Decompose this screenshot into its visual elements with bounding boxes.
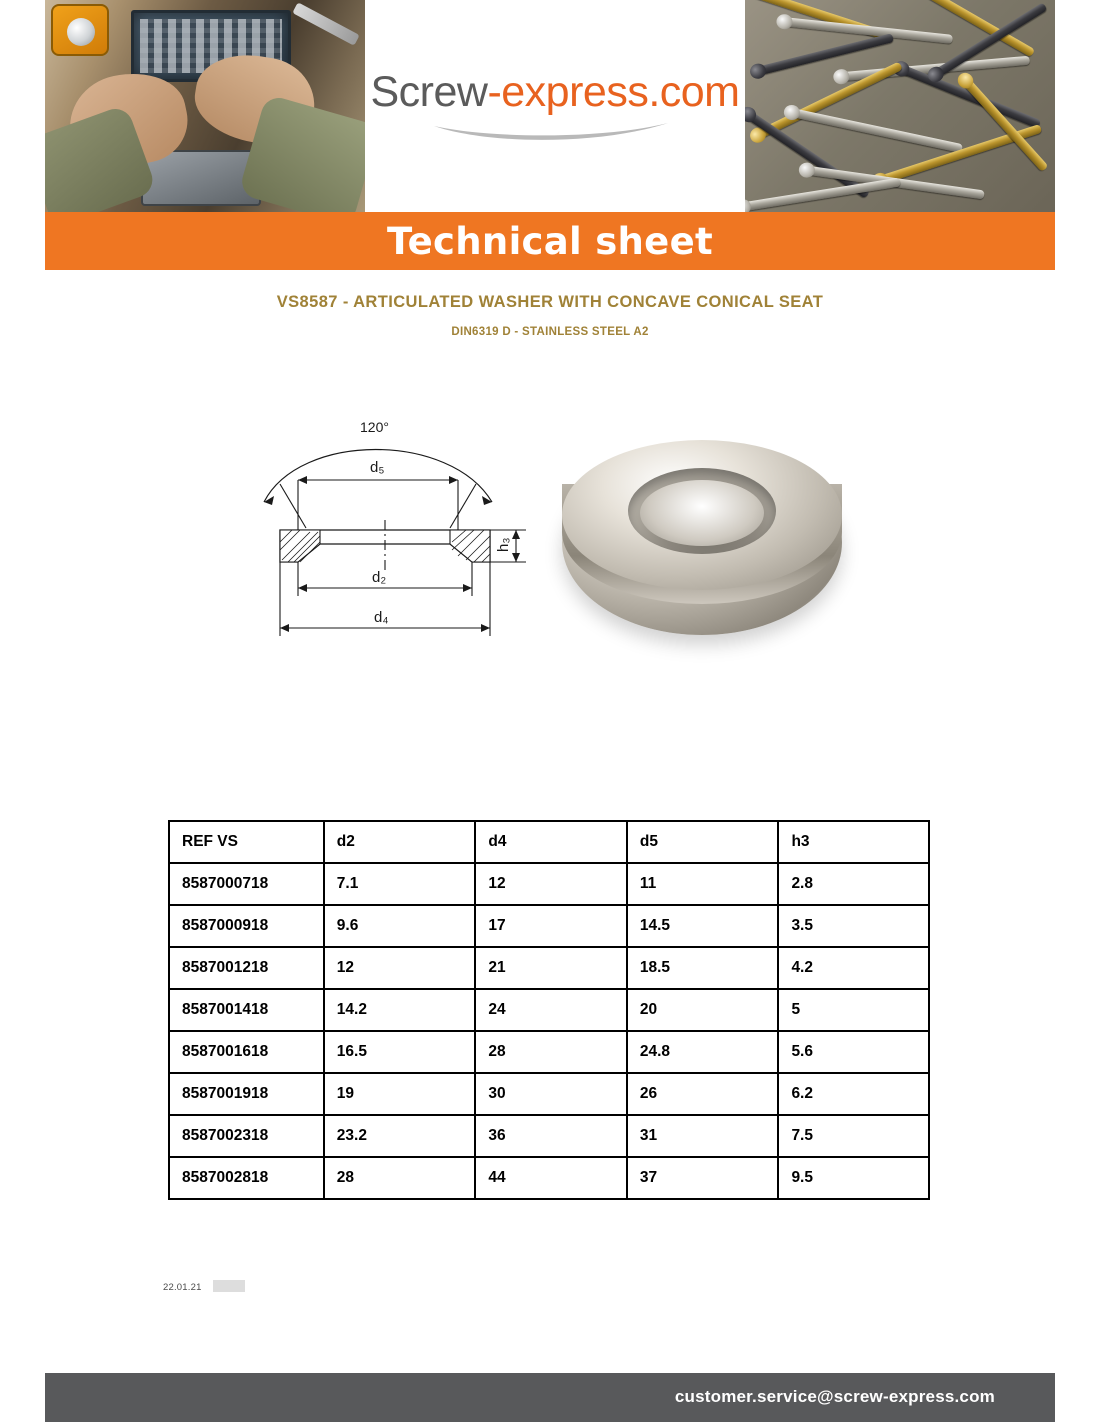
table-row bbox=[169, 1115, 929, 1157]
table-row bbox=[169, 1031, 929, 1073]
cell-d2: 23.2 bbox=[324, 1115, 476, 1157]
product-title: VS8587 - ARTICULATED WASHER WITH CONCAVE CONICAL SEAT bbox=[276, 293, 824, 311]
column-header-d2: d2 bbox=[324, 821, 476, 863]
table-row bbox=[169, 905, 929, 947]
cell-d4: 44 bbox=[475, 1157, 627, 1199]
product-photo-washer bbox=[552, 412, 852, 677]
cell-h3: 3.5 bbox=[778, 905, 929, 947]
drawing-angle-label: 120° bbox=[360, 419, 389, 435]
revision-date: 22.01.21 bbox=[163, 1282, 202, 1293]
column-header-d4: d4 bbox=[475, 821, 627, 863]
header-photo-screws bbox=[745, 0, 1055, 212]
cell-ref: 8587000918 bbox=[169, 905, 324, 947]
cell-d5: 11 bbox=[627, 863, 779, 905]
cell-d5: 24.8 bbox=[627, 1031, 779, 1073]
table-header-row bbox=[169, 821, 929, 863]
technical-sheet-banner bbox=[45, 212, 1055, 270]
logo-swoosh-icon bbox=[430, 119, 680, 145]
cell-h3: 5.6 bbox=[778, 1031, 929, 1073]
page-header bbox=[45, 0, 1055, 212]
brand-logo bbox=[365, 0, 745, 212]
column-header-d5: d5 bbox=[627, 821, 779, 863]
cell-d5: 14.5 bbox=[627, 905, 779, 947]
column-header-h3: h3 bbox=[778, 821, 929, 863]
logo-word-express: -express.com bbox=[487, 67, 740, 116]
cell-d2: 28 bbox=[324, 1157, 476, 1199]
cell-d4: 17 bbox=[475, 905, 627, 947]
cell-ref: 8587001418 bbox=[169, 989, 324, 1031]
cell-d4: 30 bbox=[475, 1073, 627, 1115]
product-subtitle: DIN6319 D - STAINLESS STEEL A2 bbox=[451, 326, 649, 338]
cell-d4: 36 bbox=[475, 1115, 627, 1157]
cell-ref: 8587002818 bbox=[169, 1157, 324, 1199]
cell-ref: 8587001918 bbox=[169, 1073, 324, 1115]
table-row bbox=[169, 1157, 929, 1199]
cell-h3: 6.2 bbox=[778, 1073, 929, 1115]
drawing-label-d2: d₂ bbox=[372, 569, 387, 586]
contact-email[interactable]: customer.service@screw-express.com bbox=[674, 1387, 995, 1406]
page-footer bbox=[45, 1373, 1055, 1422]
logo-wordmark bbox=[370, 68, 739, 117]
cell-d2: 7.1 bbox=[324, 863, 476, 905]
cell-h3: 7.5 bbox=[778, 1115, 929, 1157]
cell-d4: 12 bbox=[475, 863, 627, 905]
specification-table bbox=[168, 820, 930, 1200]
cell-d5: 20 bbox=[627, 989, 779, 1031]
table-row bbox=[169, 947, 929, 989]
technical-drawing bbox=[240, 410, 570, 680]
cell-h3: 4.2 bbox=[778, 947, 929, 989]
table-row bbox=[169, 989, 929, 1031]
drawing-label-h3: h₃ bbox=[495, 537, 512, 552]
cell-h3: 5 bbox=[778, 989, 929, 1031]
drawing-label-d4: d₄ bbox=[374, 609, 389, 626]
cell-ref: 8587002318 bbox=[169, 1115, 324, 1157]
cell-d2: 14.2 bbox=[324, 989, 476, 1031]
cell-d4: 21 bbox=[475, 947, 627, 989]
table-row bbox=[169, 863, 929, 905]
cell-d2: 19 bbox=[324, 1073, 476, 1115]
column-header-ref: REF VS bbox=[169, 821, 324, 863]
drawing-label-d5: d₅ bbox=[370, 459, 385, 476]
cell-d2: 9.6 bbox=[324, 905, 476, 947]
cell-d4: 24 bbox=[475, 989, 627, 1031]
cell-d5: 37 bbox=[627, 1157, 779, 1199]
cell-d2: 16.5 bbox=[324, 1031, 476, 1073]
cell-ref: 8587001218 bbox=[169, 947, 324, 989]
cell-d4: 28 bbox=[475, 1031, 627, 1073]
cell-ref: 8587001618 bbox=[169, 1031, 324, 1073]
footer-left-margin bbox=[0, 1373, 45, 1422]
date-smudge-mark bbox=[213, 1280, 245, 1292]
logo-word-screw: Screw bbox=[370, 67, 488, 116]
cell-h3: 9.5 bbox=[778, 1157, 929, 1199]
cell-ref: 8587000718 bbox=[169, 863, 324, 905]
cell-h3: 2.8 bbox=[778, 863, 929, 905]
banner-title: Technical sheet bbox=[387, 219, 713, 263]
cell-d5: 26 bbox=[627, 1073, 779, 1115]
table-row bbox=[169, 1073, 929, 1115]
cell-d5: 31 bbox=[627, 1115, 779, 1157]
header-photo-workbench bbox=[45, 0, 365, 212]
cell-d2: 12 bbox=[324, 947, 476, 989]
cell-d5: 18.5 bbox=[627, 947, 779, 989]
